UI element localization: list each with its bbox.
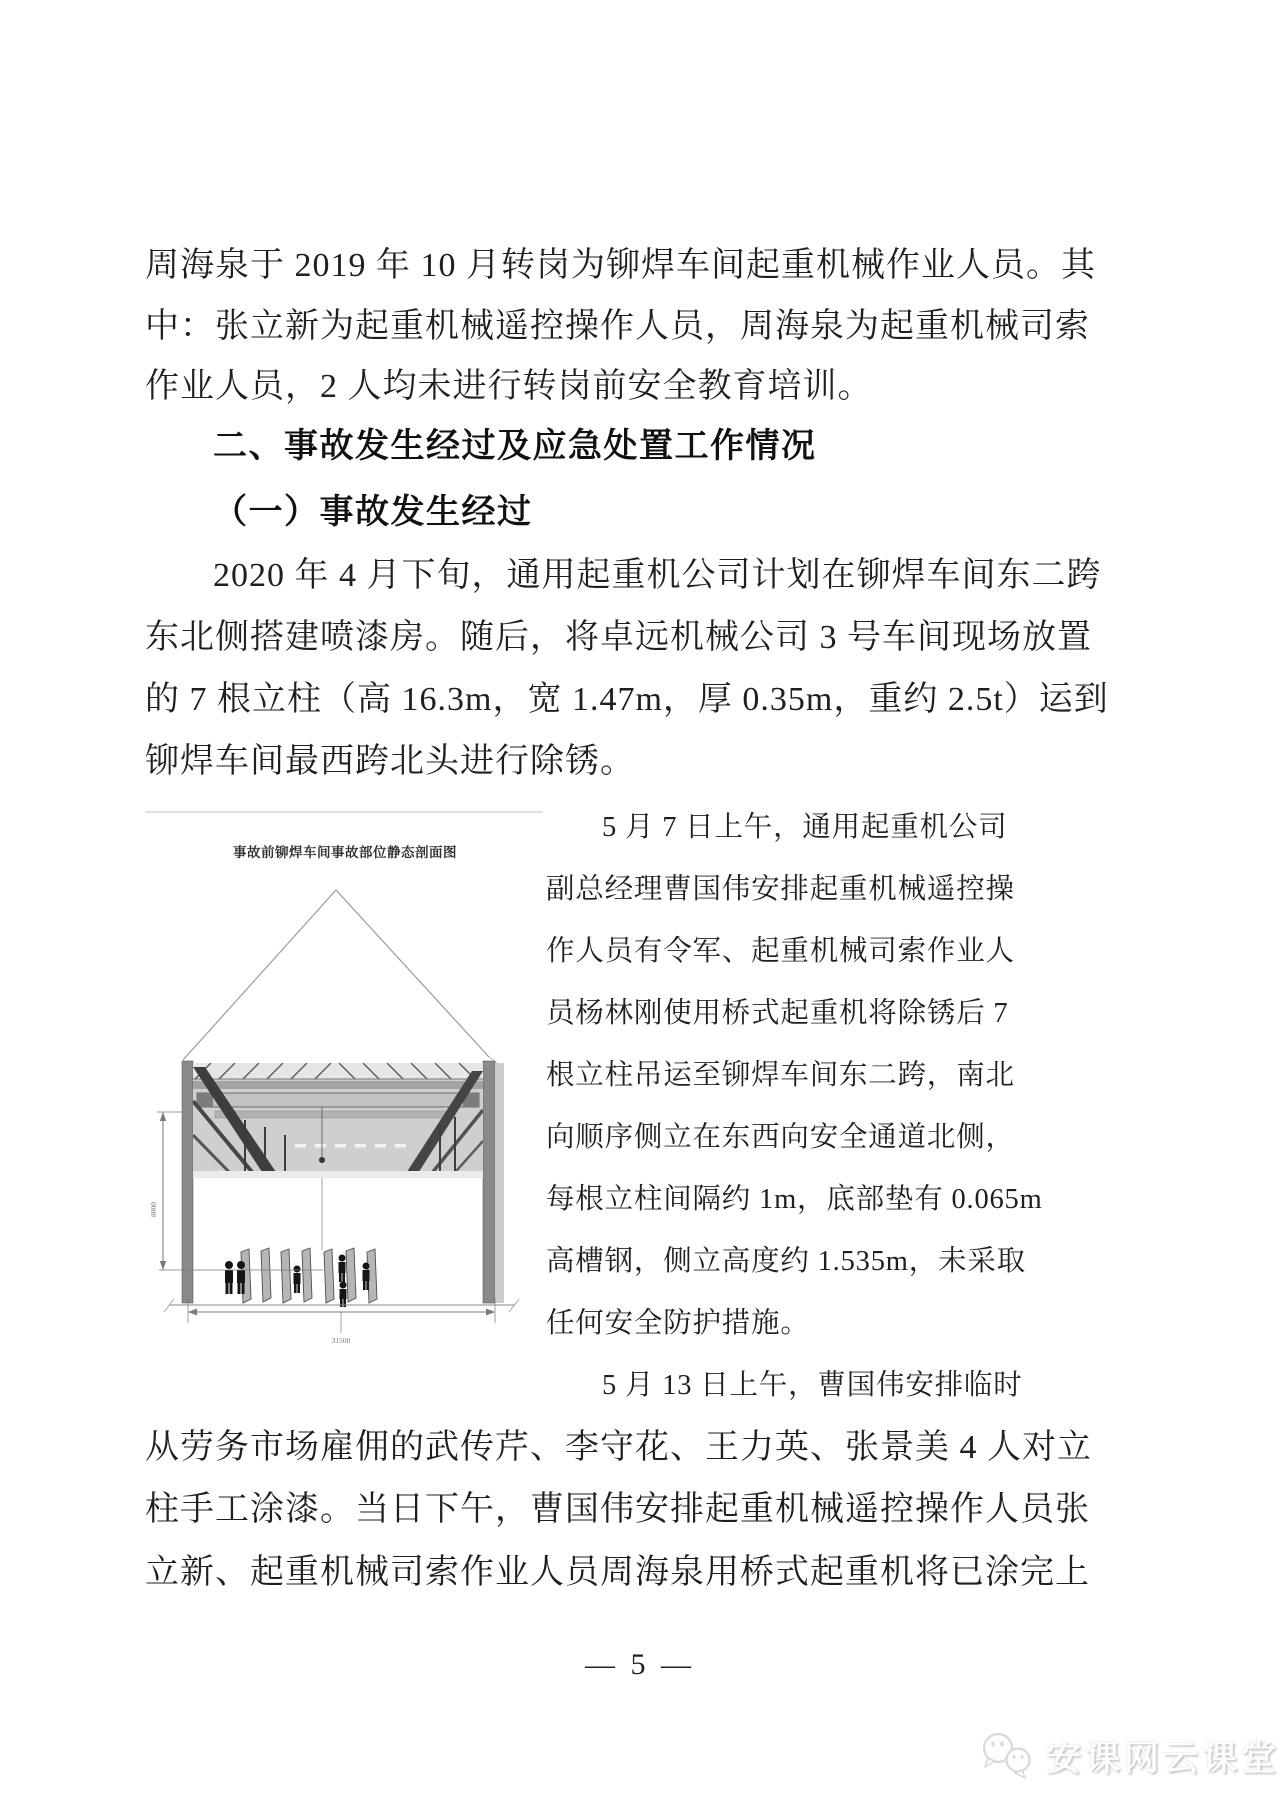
watermark-text: 安课网云课堂 [1046,1739,1280,1778]
page-number: — 5 — [585,1648,695,1681]
body-line: 作业人员，2 人均未进行转岗前安全教育培训。 [145,368,873,405]
body-line: 2020 年 4 月下旬，通用起重机公司计划在铆焊车间东二跨 [213,557,1102,594]
body-line: 的 7 根立柱（高 16.3m，宽 1.47m，厚 0.35m，重约 2.5t）运到 [145,681,1109,718]
standing-columns [241,1248,377,1303]
body-line: 周海泉于 2019 年 10 月转岗为铆焊车间起重机械作业人员。其 [145,247,1096,284]
roof-outline [183,890,498,1064]
workshop-section-figure [145,805,545,1390]
body-line: 东北侧搭建喷漆房。随后，将卓远机械公司 3 号车间现场放置 [145,619,1092,656]
figure-workshop-section [145,805,545,1390]
figure-caption: 事故前铆焊车间事故部位静态剖面图 [233,845,457,860]
width-dimension-label: 31500 [331,1336,351,1345]
height-dimension-label: 8000 [149,1202,158,1217]
chat-bubbles-icon [978,1731,1036,1781]
body-line: 5 月 13 日上午，曹国伟安排临时 [602,1370,1023,1401]
body-line: 从劳务市场雇佣的武传芹、李守花、王力英、张景美 4 人对立 [145,1429,1092,1466]
left-column [182,1061,193,1303]
right-column-shadow [495,1063,504,1303]
body-line: 5 月 7 日上午，通用起重机公司 [602,812,1008,843]
body-line: 铆焊车间最西跨北头进行除锈。 [145,743,635,780]
photo-band [193,1063,483,1178]
body-line: 员杨林刚使用桥式起重机将除锈后 7 [546,998,1009,1029]
body-line: 向顺序侧立在东西向安全通道北侧， [546,1122,1015,1153]
watermark [978,1728,1280,1784]
body-line: 副总经理曹国伟安排起重机械遥控操 [546,874,1015,905]
body-line: 作人员有令军、起重机械司索作业人 [546,936,1015,967]
body-line: 高槽钢，侧立高度约 1.535m，未采取 [546,1246,1026,1277]
body-line: 柱手工涂漆。当日下午，曹国伟安排起重机械遥控操作人员张 [145,1491,1090,1528]
body-line: 立新、起重机械司索作业人员周海泉用桥式起重机将已涂完上 [145,1554,1090,1591]
body-line: 根立柱吊运至铆焊车间东二跨，南北 [546,1060,1015,1091]
body-line: 中：张立新为起重机械遥控操作人员，周海泉为起重机械司索 [145,308,1090,345]
sub-heading: （一）事故发生经过 [213,494,533,531]
right-column [483,1061,495,1303]
body-line: 任何安全防护措施。 [546,1308,810,1339]
body-line: 每根立柱间隔约 1m，底部垫有 0.065m [546,1184,1043,1215]
section-heading: 二、事故发生经过及应急处置工作情况 [213,428,817,465]
